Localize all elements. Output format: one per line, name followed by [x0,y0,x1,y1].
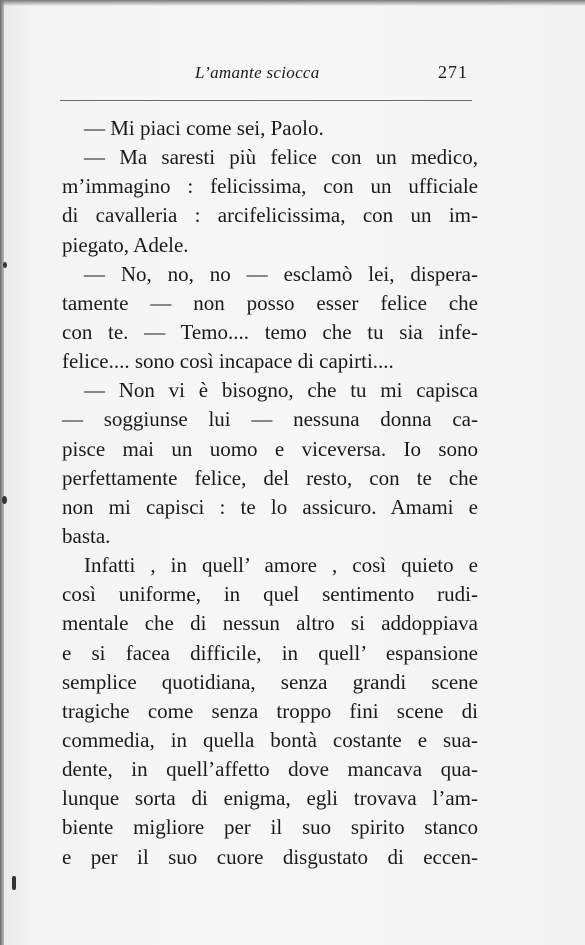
text-line: e si facea difficile, in quell’ espansione [62,640,478,665]
text-line: tragiche come senza troppo fini scene di [62,698,478,723]
text-line: — soggiunse lui — nessuna donna ca- [62,407,478,432]
text-line: — No, no, no — esclamò lei, dispera- [84,261,478,286]
text-line: — Ma saresti più felice con un medico, [84,145,478,170]
page-number: 271 [438,62,468,82]
text-line: Infatti , in quell’ amore , così quieto e [84,553,478,578]
running-title: L’amante sciocca [195,63,320,82]
text-line: m’immagino : felicissima, con un ufficiale [62,174,478,199]
text-line: così uniforme, in quel sentimento rudi- [62,582,478,607]
ink-speck [3,262,7,268]
text-line: piegato, Adele. [62,232,189,257]
text-line: pisce mai un uomo e viceversa. Io sono [62,436,478,461]
text-line: felice.... sono così incapace di capirti.... [62,349,394,374]
text-line: e per il suo cuore disgustato di eccen- [62,844,478,869]
text-line: tamente — non posso esser felice che [62,290,478,315]
body-text [62,114,478,872]
header-rule [60,100,472,101]
text-line: — Mi piaci come sei, Paolo. [84,116,324,140]
page-left-edge-shadow [0,0,4,945]
ink-speck [12,876,16,890]
ink-speck [2,496,7,504]
text-line: — Non vi è bisogno, che tu mi capisca [84,378,478,403]
text-line: non mi capisci : te lo assicuro. Amami e [62,494,478,519]
text-line: lunque sorta di enigma, egli trovava l’am- [62,786,478,811]
text-line: basta. [62,523,111,548]
text-line: di cavalleria : arcifelicissima, con un im- [62,203,478,228]
text-line: mentale che di nessun altro si addoppiava [62,611,478,636]
text-line: commedia, in quella bontà costante e sua- [62,727,478,752]
text-line: biente migliore per il suo spirito stanco [62,815,478,840]
page-top-edge-shadow [0,0,585,6]
text-line: con te. — Temo.... temo che tu sia infe- [62,319,478,344]
text-line: semplice quotidiana, senza grandi scene [62,669,478,694]
text-line: perfettamente felice, del resto, con te che [62,465,478,490]
text-line: dente, in quell’affetto dove mancava qua- [62,757,478,782]
